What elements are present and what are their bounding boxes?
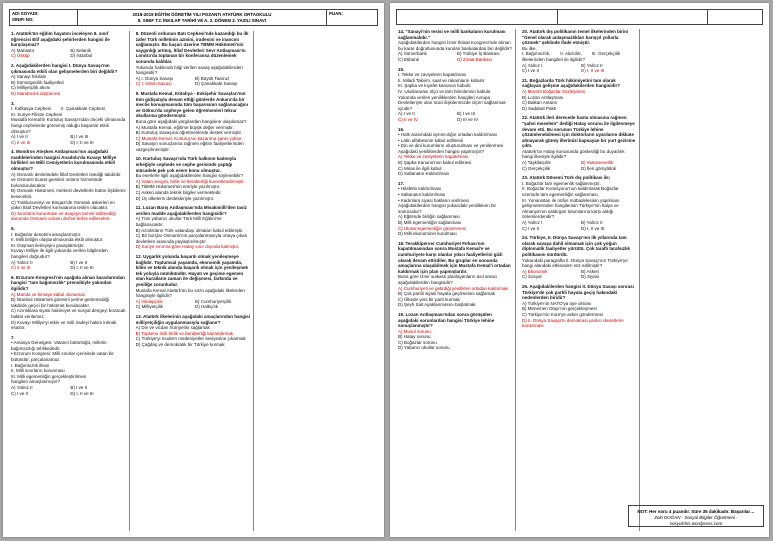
- question-line: II. Milli birliğin oluşturulmasında etkili olmuştur.: [11, 237, 104, 243]
- answer-options: [11, 74, 126, 96]
- question-line: I. Boğazlar tam egemenlik sağlanmıştır.: [522, 180, 601, 186]
- question-line: I. Bağımsızlık ilkesi: [11, 362, 50, 368]
- question-line: Buna göre aşağıdaki yargılardan hangisine ulaşılamaz?: [135, 118, 247, 124]
- exam-title-line1: 2018-2019 EĞİTİM ÖĞRETİM YILI POZANTI ATATÜRK ORTAOKULU: [132, 12, 272, 17]
- answer-option: D) Mandacılık düşüncesi: [11, 90, 61, 96]
- answer-option: B) Sömürgecilik faaliyetleri: [11, 79, 65, 85]
- question: [398, 241, 512, 308]
- question-line: • Latin alfabesinin kabul edilmesi: [398, 137, 464, 143]
- answer-option: C) II ve III: [11, 139, 31, 145]
- question: [522, 29, 636, 74]
- answer-option: A) Manastır: [11, 47, 35, 53]
- answer-option: D) Saltanatın Kaldırılması: [398, 171, 450, 177]
- answer-option: D) I, II ve III: [70, 265, 94, 271]
- question: [11, 101, 126, 146]
- answer-option: B) Türkiye İş Bankası: [457, 51, 500, 57]
- question-column: [398, 29, 516, 531]
- answer-options: [11, 48, 126, 59]
- answer-options: [522, 89, 636, 111]
- answer-option: C) Ülkede yeni bir parti kurmak: [398, 296, 460, 302]
- answer-option: D) Savaşın sonuçlarına rağmen eğitim faaliyetlerinden vazgeçilmemiştir.: [135, 141, 244, 152]
- question: [522, 284, 636, 329]
- question: [522, 235, 636, 280]
- answer-option: B) Lozan Antlaşması: [522, 94, 564, 100]
- question: [11, 275, 126, 331]
- answer-option: A) Yalnız I: [522, 220, 543, 225]
- answer-option: C) Balkan Antantı: [522, 100, 558, 106]
- answer-option: A) Musul sorunu: [398, 328, 431, 334]
- question-text: 21. Boğazlarda Türk hâkimiyetini tam olarak sağlayan gelişme aşağıdakilerden hangisidir?: [522, 77, 621, 89]
- answer-option: D) I, II ve III: [70, 139, 94, 145]
- answer-option: B) Şapka Kanunu'nun kabul edilmesi: [398, 160, 472, 166]
- question-line: Kuvayı Milliye ile ilgili yukarıda verilen bilgilerden hangileri doğrudur?: [11, 248, 110, 259]
- question-column: [11, 31, 130, 531]
- answer-option: C) II ve IV: [398, 116, 419, 122]
- answer-option: D) İleri görüşlülük: [581, 165, 617, 171]
- answer-option: D) I, II ve III: [581, 225, 605, 231]
- answer-option: D) Sadabat Paktı: [522, 105, 557, 111]
- answer-option: C) Gerçekçilik: [522, 165, 551, 171]
- answer-option: A) İnkılapçılık: [135, 298, 163, 304]
- answer-option: A) Sümerbank: [398, 51, 427, 57]
- question-line: III. Milli egemenliğin gerçekleştirilmesi: [11, 373, 87, 379]
- answer-option: B) Cumhuriyetçilik: [195, 298, 232, 304]
- question-text: 5.: [11, 226, 15, 231]
- answer-option: B) Yalnız II: [581, 62, 603, 68]
- question-line: ilkelerinden hangileri ile ilgilidir?: [522, 56, 586, 62]
- score-label: PUAN:: [329, 11, 343, 16]
- question: [522, 175, 636, 231]
- answer-option: C) II ve III: [11, 265, 31, 271]
- question: [11, 226, 126, 271]
- question-text: 2. Aşağıdakilerden hangisi I. Dünya Savaşı'nın çıkmasında etkili olan gelişmelerden biri değildir?: [11, 62, 118, 74]
- answer-option: C) Miras ile ilgili kabul: [398, 165, 442, 171]
- answer-option: C) I ve II: [522, 225, 540, 231]
- exam-title-line2: 8. SINIF T.C İNKILAP TARİHİ VE A. 2. DÖNEM 2. YAZILI SINAVI: [137, 18, 267, 23]
- answer-options: [11, 292, 126, 331]
- answer-options: [398, 329, 512, 351]
- answer-options: [136, 125, 251, 153]
- answer-option: C) Mustafa Kemal, Kurtuluş'un kazanma şansı yoktur.: [135, 135, 243, 141]
- answer-option: D) Ziraat Bankası: [457, 56, 493, 62]
- class-label: SINIFI NO:: [12, 17, 34, 22]
- exam-page-2: [390, 3, 769, 537]
- answer-option: C) Ulusal egemenliğin güçlenmesi: [398, 225, 467, 231]
- header-cell: [397, 10, 558, 24]
- answer-option: D) III ve IV: [457, 116, 479, 122]
- answer-options: [398, 214, 512, 236]
- exam-header: [9, 9, 378, 26]
- question-line: • Saltanatın kaldırılması: [398, 192, 446, 198]
- question-text: 20. Atatürk dış politikanın temel ilkelerinden birini "Genel olarak anlaşmazlıkları barışçıl yollarla çözmek" şeklinde ifade etmiştir.: [522, 29, 629, 46]
- question-line: I. Boğazlar denetimi amaçlanmıştır.: [11, 231, 82, 237]
- student-info: [10, 10, 78, 25]
- answer-options: [398, 154, 512, 176]
- answer-options: [11, 385, 126, 396]
- answer-option: D) Çağdaş ve demokratik bir Türkiye kurmak: [135, 341, 225, 347]
- question-line: • Din ve dini kurumların oluşturulması ve yenilenmesi: [398, 143, 504, 149]
- question: [136, 91, 251, 153]
- question: [398, 67, 512, 123]
- question-line: III. Suriye-Filistin Cephesi: [11, 111, 63, 117]
- question-line: Bu eserlerle ilgili aşağıdakilerden hangisi söylenebilir?: [135, 173, 244, 179]
- answer-option: A) Ekonomik: [522, 268, 548, 274]
- name-label: ADI SOYADI:: [12, 11, 39, 16]
- question-line: • Amasya Genelgesi: Vatanın bütünlüğü, milletin bağımsızlığı tehlikededir.: [11, 340, 108, 351]
- question-text: 17.: [398, 180, 405, 186]
- question-text: 1. Atatürk'ün eğitim hayatını inceleyen 8. sınıf öğrencisi Elif aşağıdaki şehirlerden hangisi ile karşılaşmaz?: [11, 31, 110, 48]
- answer-option: A) Din ve vicdan hürriyetini sağlamak: [135, 325, 210, 331]
- answer-options: [522, 269, 636, 280]
- answer-options: [398, 51, 512, 62]
- answer-options: [398, 286, 512, 308]
- question: [398, 127, 512, 177]
- question-text: 24. Türkiye, II. Dünya Savaşı'nın ilk yıllarında tam olarak savaşa dahil olmamak için çok yoğun diplomatik faaliyetler yürüttü. Çok taraflı tarafsızlık politikasını sürdürdü.: [522, 235, 631, 257]
- question: [398, 181, 512, 237]
- answer-option: B) Askeri: [581, 268, 600, 274]
- question-text: 7.: [11, 334, 15, 340]
- question-line: Buna göre İzmir suikastı planlayanların asıl amacı aşağıdakilerden hangisidir?: [398, 274, 499, 285]
- note-line-1: NOT: Her soru 4 puandır. Süre 35 dakikadır. Başarılar…: [637, 509, 755, 514]
- answer-option: B) Hatay sorunu: [398, 334, 431, 340]
- answer-options: [136, 325, 251, 347]
- answer-option: A) I ve II: [11, 134, 28, 140]
- question-line: gelişmelerinden hangilerinin Türkiye'nin İtalya ve Almanya'nın saldırgan tutumlarına karşı aldığı önlemlerdendir?: [522, 203, 620, 220]
- answer-options: [11, 260, 126, 271]
- answer-options: [398, 111, 512, 122]
- question-line: C) Trabluscesriyi ve Bingazi'de Osmanlı askerleri en yakın İtilaf Devletleri komutanına teslim olacaktır.: [11, 199, 117, 211]
- answer-option: D) Sınırların korunması ve asayişin temini edilmediği durumda Osmanlı ordusu derhal terhis edilecektir.: [11, 210, 116, 222]
- answer-option: A) Mustafa Kemal, eğitime büyük değer vermiştir.: [135, 124, 234, 130]
- question-text: 8. Düzenli ordunun Batı Cephesi'nde kazandığı bu ilk zafer Türk milletinin azmini, iradesini ve inancını sağlamıştır. Bu başarı üzerine TBMM Hükümeti'nin saygınlığı artmış, İtilaf Devletleri Sevr Antlaşması'nı Londra'da toplanan bir konferansa düzenlemek sonunda kaldılar.: [135, 31, 249, 64]
- question-text: 19. Lozan Antlaşması'ndan sonra görüşülen aşağıdaki sorunlardan hangisi Türkiye lehine sonuçlanmıştır?: [398, 311, 495, 329]
- answer-option: C) I ve II: [11, 390, 29, 396]
- question-line: Mustafa Kemal Atatürk'ün bu sözü aşağıdaki ilkelerden hangisiyle ilgilidir?: [135, 287, 247, 299]
- answer-option: A) Sanayi İnkılabı: [11, 74, 47, 80]
- question: [11, 149, 126, 222]
- question-columns: [398, 29, 763, 531]
- question-text: 9. Mustafa Kemal, Kütahya - Eskişehir Savaşları'nın tüm gidişatıyla devam ettiği günlerde Ankara'da bir meclis konuşmasında tüm başarısının sağlanacağını ve Göksu'da cepheye gelen öğretmenleri tekrar okullarına göndermiştir.: [135, 90, 248, 119]
- question-line: A) Tüm yabancı okullar Türk Milli Eğitimi'ne bağlanacaktır.: [135, 216, 223, 227]
- answer-option: B) Vatanseverlik: [581, 160, 614, 166]
- question: [522, 115, 636, 171]
- note-line-2: Zeki DOĞAN - Sosyal Bilgiler Öğretmeni - sosyolchis.wordpress.com: [654, 515, 738, 526]
- answer-options: [136, 299, 251, 310]
- question-line: • Halk arasındaki ayrımcılığın ortadan kaldırılması: [398, 132, 498, 138]
- answer-option: C) Askeri alanda teknik bilgiler vermektedir.: [135, 190, 222, 196]
- question-line: Aşağıdaki yeniliklerden hangisi yapılmıştır?: [398, 148, 485, 154]
- question-text: 3.: [11, 100, 15, 106]
- answer-option: A) I. Dünya Savaşı: [135, 75, 174, 81]
- answer-option: C) Boğazlar sorunu: [398, 339, 437, 345]
- score-box: [327, 10, 377, 25]
- question-line: Aşağıdakilerden hangisi yukarıdaki yeniliklerin bir sonucudur?: [398, 203, 498, 214]
- answer-options: [11, 211, 126, 222]
- question-text: 10. Kurtuluş Savaşı'nda Türk halkının kadınıyla erkeğiyle cephede ve cephe gerisinde yaptığı mücadele pek çok esere konu olmuştur.: [135, 156, 237, 173]
- answer-option: C) I ve II: [522, 68, 540, 74]
- question-line: III. Yunanistan ile nüfus mübadelesinin yapılması: [522, 197, 620, 203]
- question-column: [260, 31, 378, 531]
- question-columns: [11, 31, 378, 531]
- answer-option: A) I ve II: [398, 111, 415, 117]
- question-line: Yukarıda verilen yeniliklerden hangileri Avrupa Devletleriyle olan ticari ilişkilerimizde ölçeri sağlanmak içindir?: [398, 94, 508, 111]
- question-text: 4. Mondros Ateşkes Antlaşması'nın aşağıdaki maddelerinden hangisi Anadolu'da Kuvayı Milliye birlikleri ve Milli Cemiyetlerin kurulmasında etkili olmuştur?: [11, 149, 117, 172]
- question-line: • Kadınlara siyasi hakların verilmesi: [398, 197, 469, 203]
- question: [522, 78, 636, 112]
- question-line: B) Osmanlı Hükümeti, merkezi devletlerle bütün ilişkilerini kesecektir.: [11, 188, 127, 200]
- answer-option: D) I, II ve III: [70, 390, 94, 396]
- answer-option: D) Halkçılık: [195, 304, 219, 310]
- answer-option: D) Çanakkale Savaşı: [195, 81, 238, 87]
- answer-option: D) Milli ekonominin kurulması: [398, 231, 457, 237]
- header-cell: [708, 10, 762, 24]
- question-text: 22. Atatürk ileri derecede hasta olmasına rağmen "şahsi meselem" dediği Hatay sorunu ile ilgilenmeye devam etti. Bu sorunun Türkiye lehine çözümlenebilmesi için doktorların uyarılarını dikkate almayarak güney illerimizi kapsayan bir yurt gezisine çıktı.: [522, 115, 636, 149]
- question-line: Aşağıdakilerden hangisi İzmir İktisat Kongresi'nde alınan bu karar doğrultusunda kurulan bankalardan biri değildir?: [398, 40, 512, 51]
- answer-options: [522, 160, 636, 171]
- answer-option: A) Cumhuriyeti ve getirdiği yenilikleri ortadan kaldırmak: [398, 285, 508, 291]
- answer-options: [522, 220, 636, 231]
- answer-option: A) Montrö Boğazlar Sözleşmesi: [522, 88, 586, 94]
- question: [136, 31, 251, 87]
- exam-page-1: [3, 3, 384, 537]
- answer-option: C) Etibank: [398, 56, 420, 62]
- answer-option: A) Türkiye'nin NATO'ya üye olması: [522, 300, 592, 306]
- answer-option: C) Türkiye'yi modern medeniyetler seviyesine çıkarmak: [135, 336, 246, 342]
- question-line: Yukarıda hakkında bilgi verilen savaş aşağıdakilerden hangisidir?: [135, 64, 245, 76]
- answer-option: B) Selanik: [70, 47, 91, 53]
- answer-options: [136, 179, 251, 201]
- answer-option: A) Eğitimde birliğin sağlanması: [398, 214, 460, 220]
- question-line: II. Boğazlar Komisyonu'nun kaldırılarak Boğazlar üzerinde tam egemenliğin sağlanması,: [522, 186, 621, 198]
- question-text: 11. Lozan Barış Antlaşması'nda Misakımilli'den taviz verilen madde aşağıdakilerden hangisidir?: [135, 205, 247, 216]
- question-text: 16.: [398, 126, 405, 132]
- answer-option: B) Menemen Olayı'nın gerçekleşmesi: [522, 306, 597, 312]
- answer-option: D) İstanbul: [70, 53, 93, 59]
- exam-title: [78, 10, 327, 25]
- question-text: 23. Atatürk Dönemi Türk dış politikası ile;: [522, 175, 611, 181]
- question-line: II. Miladi Takvim, saat ve rakamların kabulü: [398, 77, 484, 83]
- answer-option: C) Milliyetçilik akımı: [11, 85, 51, 91]
- answer-option: B) Toplumu milli birlik ve beraberliği kazandırmak: [135, 330, 234, 336]
- header-cell: [558, 10, 708, 24]
- answer-option: C) Milliyetçilik: [135, 304, 163, 310]
- question-line: Atatürk'ün Hatay konusunda gösterdiği bu duyarlılık hangi ilkesiyle ilgilidir?: [522, 148, 626, 160]
- question-line: B) Azınlıkların Türk vatandaşı olmaları kabul edilmiştir.: [135, 227, 244, 233]
- question-line: hangileri amaçlanmıştır?: [11, 379, 61, 385]
- answer-option: D) Yabancı okullar sorunu: [398, 345, 450, 351]
- question-line: Mustafa Kemal'in Kurtuluş Savaşı'ndan önceki olmasında hangi cephelerde görevmiş olduğu başarılar etkili olmuştur?: [11, 117, 127, 134]
- question-line: I. Tekke ve zaviyelerin kapatılması: [398, 72, 467, 78]
- answer-option: B) TBMM Hükümeti'nin emriyle yazılmıştır.: [135, 184, 221, 190]
- answer-option: B) Büyük Taarruz: [195, 75, 230, 81]
- question-line: • Hilafetin kaldırılması: [398, 186, 442, 192]
- answer-option: C) Sosyal: [522, 274, 542, 280]
- answer-options: [522, 63, 636, 74]
- question-column: [136, 31, 255, 531]
- answer-option: D) II. Dünya Savaşı'nı demokrasi yanlısı devletlerin kazanması: [522, 317, 624, 329]
- question-line: C) Bir borçlar Osmanlı'nın parçalanmasıyla ortaya çıkan devletlere arasında paylaştırılmıştır.: [135, 233, 249, 244]
- question-text: 13. Atatürk ilkelerinin aşağıdaki amaçlarından hangisi milliyetçiliğin uygulanmasıyla sağlanır?: [135, 313, 251, 325]
- answer-option: D) Kuvayı Milliye'yi etkin ve milli iradeyi hakim kılmak esastır.: [11, 319, 117, 331]
- question: [136, 254, 251, 310]
- question-line: Yukarıdaki paragrafta II. Dünya Savaşı'nın Türkiye'ye hangi alandaki etkisinden söz edilmiştir?: [522, 257, 629, 269]
- answer-option: B) İstanbul Hükümeti görevini yerine getiremediği takdirde geçici bir hükümet kurulacaktır.: [11, 297, 110, 308]
- answer-option: A) Tekke ve zaviyelerin kapatılması: [398, 154, 469, 160]
- question: [11, 63, 126, 97]
- answer-option: C) I. İnönü Savaşı: [135, 81, 172, 87]
- answer-option: D) I, II ve III: [581, 68, 605, 74]
- question-text: 12. Uygarlık yolunda başarılı olmak yenileşmeye bağlıdır. Toplumsal yaşamda, ekonomik yaşamda, bilim ve teknik alanda başarılı olmak için yenileşmek tek yoluyla mümkündür. Hayatı ve geçime egemen olan kuralların zaman ile değişmesi, farkında ve yeniliğe zorunludur.: [135, 253, 248, 287]
- answer-option: B) I ve II: [70, 259, 88, 265]
- answer-option: B) Milli egemenliğin sağlanması: [398, 220, 462, 225]
- question-line: A) Osmanlı devletindeki İtilaf Devletleri istediği takdirde ve Osmanlı ticaret gemileri onların hizmetinde bulundurulacaktır.: [11, 171, 122, 188]
- answer-option: D) Siyasi: [581, 274, 600, 280]
- question: [11, 31, 126, 59]
- answer-option: A) Yalnız II: [11, 259, 33, 265]
- question-text: 18. Terakkiperver Cumhuriyet Fırkası'nın kapatılmasından sonra Mustafa Kemal'e ve cumhuriyete karşı olanlar yıkıcı faaliyetlerini gizli olarak devam ettirdiler. Bu gruplar en sonunda amaçlarına ulaşabilmek için Mustafa Kemal'i ortadan kaldırmak için plan yapmışlardır.: [398, 240, 511, 274]
- question: [136, 205, 251, 250]
- question-line: IV. Uluslararası ölçü ve tartı birimlerinin kabulü: [398, 88, 491, 94]
- question: [11, 335, 126, 397]
- answer-option: A) Yalnız I: [522, 62, 543, 68]
- answer-option: B) Çok partili siyasi hayata geçilmesini sağlamak: [398, 291, 496, 297]
- question-column: [646, 29, 763, 531]
- question-text: 25. Aşağıdakilerden hangisi II. Dünya Savaşı sonrası Türkiye'de çok partili hayata geçiş hakındaki nedenlerden biridir?: [522, 283, 634, 301]
- question-line: II. Milli sınırların korunması: [11, 368, 65, 374]
- answer-option: B) I ve III: [457, 111, 476, 117]
- question-text: 6. Erzurum Kongresi'nin aşağıda alınan kararlarından hangisi "tam bağımsızlık" prensibiyle yakından ilgilidir?: [11, 274, 125, 291]
- answer-options: [136, 244, 251, 250]
- answer-option: B) Kurtuluş Savaşına öğretmenlerde destek vermiştir.: [135, 130, 242, 136]
- question-line: III. Düşman ilerleyişini yavaşlatmıştır.: [11, 242, 85, 248]
- question-line: III. Şapka ve kıyafet kanunun kabulü: [398, 83, 471, 89]
- question: [398, 312, 512, 351]
- answer-options: [136, 76, 251, 87]
- answer-options: [522, 301, 636, 329]
- answer-option: A) Yalnız II: [11, 385, 33, 391]
- answer-option: C) Azınlıklara siyasi hakimiyet ve sosyal dengeyi bozacak haklar verilemez.: [11, 308, 126, 319]
- answer-option: D) Üç ülkelerin destekleriyle yazılmıştır.: [135, 195, 215, 201]
- question-column: [522, 29, 640, 531]
- answer-options: [11, 134, 126, 145]
- question-text: 14. "Sanayi'nin tesisi ve milli bankaların kurulması sağlanmalıdır.": [398, 29, 506, 40]
- exam-note: [628, 505, 764, 527]
- answer-option: A) Taşkilatçılık: [522, 160, 551, 166]
- answer-option: D) Suriye sınırına göre Hatay sınır dışında kalmıştır.: [135, 244, 240, 250]
- question-text: 15.: [398, 66, 405, 72]
- answer-option: D) Şeyh Sait Ayaklanmasını başlatmak: [398, 302, 476, 308]
- question: [398, 29, 512, 63]
- answer-option: B) I ve III: [70, 134, 89, 140]
- answer-option: B) Yalnız II: [581, 220, 603, 225]
- answer-option: B) I ve II: [70, 385, 88, 391]
- question: [136, 314, 251, 348]
- answer-option: C) Türkiye'nin Kore'ye asker göndermesi: [522, 311, 603, 317]
- question-line: Bu ilke,: [522, 45, 537, 51]
- question: [136, 156, 251, 201]
- answer-option: A) Manda ve himaye kabul olunamaz.: [11, 291, 87, 297]
- exam-header-blank: [396, 9, 763, 25]
- answer-option: C) Üsküp: [11, 53, 30, 59]
- question-line: • Erzurum Kongresi: Milli sınırlar içerisinde vatan bir bütündür, parçalanamaz.: [11, 351, 116, 363]
- question-line: I. Kafkasya Cephesi II. Çanakkale Cephesi: [11, 106, 106, 112]
- question-line: I. Bağımsızlık, II. Akılcılık, III. Gerçekçilik: [522, 51, 621, 57]
- answer-option: A) Vatan sevgisi, birlik ve beraberliği kuvvetlendirmiştir.: [135, 178, 245, 184]
